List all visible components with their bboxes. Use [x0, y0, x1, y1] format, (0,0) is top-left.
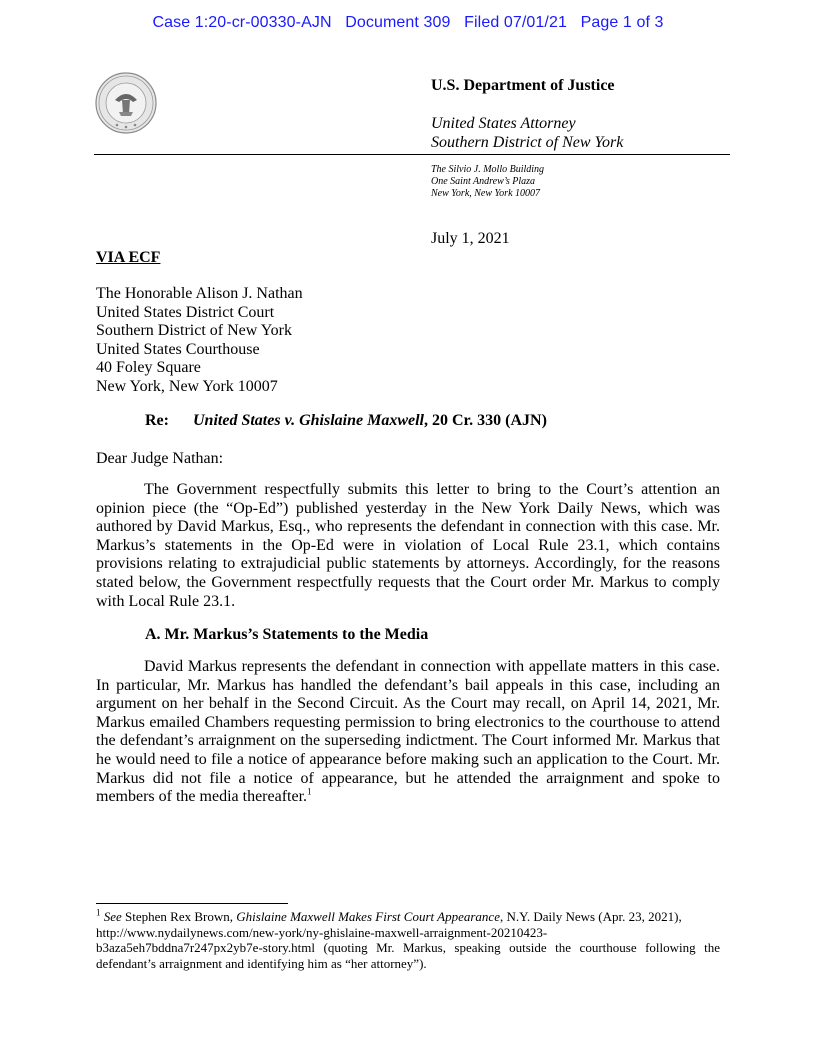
docket-number: , 20 Cr. 330 (AJN)	[423, 412, 547, 429]
doj-seal-icon	[95, 72, 157, 134]
footnote-url-part-1[interactable]: http://www.nydailynews.com/new-york/ny-ghislaine-maxwell-arraignment-20210423-	[96, 924, 548, 940]
addressee-line: United States District Court	[96, 303, 275, 321]
paragraph-2-text: David Markus represents the defendant in connection with appellate matters in this case. In particular, Mr. Markus has handled the defendant’s bail appeals in this case, including an argument on her behalf in the Second Circuit. As the Court may recall, on April 14, 2021, Mr. Markus emailed Chambers requesting permission to bring electronics to the courthouse to attend the defendant’s arraignment on the superseding indictment. The Court informed Mr. Markus that he would need to file a notice of appearance before making such an application to the Court. Mr. Markus did not file a notice of appearance, but he attended the arraignment and spoke to members of the media thereafter.	[96, 658, 720, 806]
case-header	[0, 14, 816, 32]
address-line: One Saint Andrew’s Plaza	[431, 176, 535, 187]
addressee-line: New York, New York 10007	[96, 377, 278, 395]
body-paragraph-2	[96, 658, 720, 807]
addressee-line: 40 Foley Square	[96, 359, 201, 376]
page-indicator: Page 1 of 3	[580, 14, 664, 31]
delivery-method: VIA ECF	[96, 249, 161, 266]
office-address	[431, 164, 544, 200]
footnote-author: Stephen Rex Brown,	[121, 909, 237, 924]
section-heading-a: A. Mr. Markus’s Statements to the Media	[145, 626, 429, 643]
addressee-block	[96, 285, 303, 396]
addressee-line: Southern District of New York	[96, 322, 292, 339]
footnote-source: , N.Y. Daily News (Apr. 23, 2021),	[499, 909, 682, 924]
footnote-parenthetical: (quoting Mr. Markus, speaking outside the courthouse following the defendant’s arraignment and identifying him as “her attorney”).	[96, 940, 720, 971]
footnote-signal: See	[103, 909, 122, 924]
footnote-reference[interactable]: 1	[307, 786, 312, 797]
re-label: Re:	[145, 412, 169, 429]
case-name: United States v. Ghislaine Maxwell	[193, 412, 424, 429]
document-number: Document 309	[345, 14, 451, 31]
office-line-2: Southern District of New York	[431, 134, 624, 151]
re-line	[145, 412, 547, 430]
address-line: The Silvio J. Mollo Building	[431, 164, 545, 175]
footnote-number: 1	[96, 907, 101, 918]
addressee-line: The Honorable Alison J. Nathan	[96, 285, 303, 302]
address-line: New York, New York 10007	[431, 188, 541, 199]
footnote-1	[96, 909, 720, 971]
letter-date: July 1, 2021	[431, 230, 510, 247]
department-name: U.S. Department of Justice	[431, 77, 615, 94]
footnote-url-part-2[interactable]: b3aza5eh7bddna7r247px2yb7e-story.html	[96, 940, 316, 955]
body-paragraph-1: The Government respectfully submits this letter to bring to the Court’s attention an opinion piece (the “Op-Ed”) published yesterday in the New York Daily News, which was authored by David Markus, Esq., who represents the defendant in connection with this case. Mr. Markus’s statements in the Op-Ed were in violation of Local Rule 23.1, which contains provisions relating to extrajudicial public statements by attorneys. Accordingly, for the reasons stated below, the Government respectfully requests that the Court order Mr. Markus to comply with Local Rule 23.1.	[96, 481, 720, 610]
addressee-line: United States Courthouse	[96, 340, 260, 358]
letterhead-divider	[94, 154, 730, 155]
salutation: Dear Judge Nathan:	[96, 450, 224, 467]
footnote-article-title: Ghislaine Maxwell Makes First Court Appearance	[236, 909, 500, 924]
case-number: Case 1:20-cr-00330-AJN	[152, 14, 332, 31]
filed-date: Filed 07/01/21	[464, 14, 567, 31]
office-name	[431, 114, 623, 152]
footnote-divider	[96, 903, 288, 904]
office-line-1: United States Attorney	[431, 115, 576, 132]
